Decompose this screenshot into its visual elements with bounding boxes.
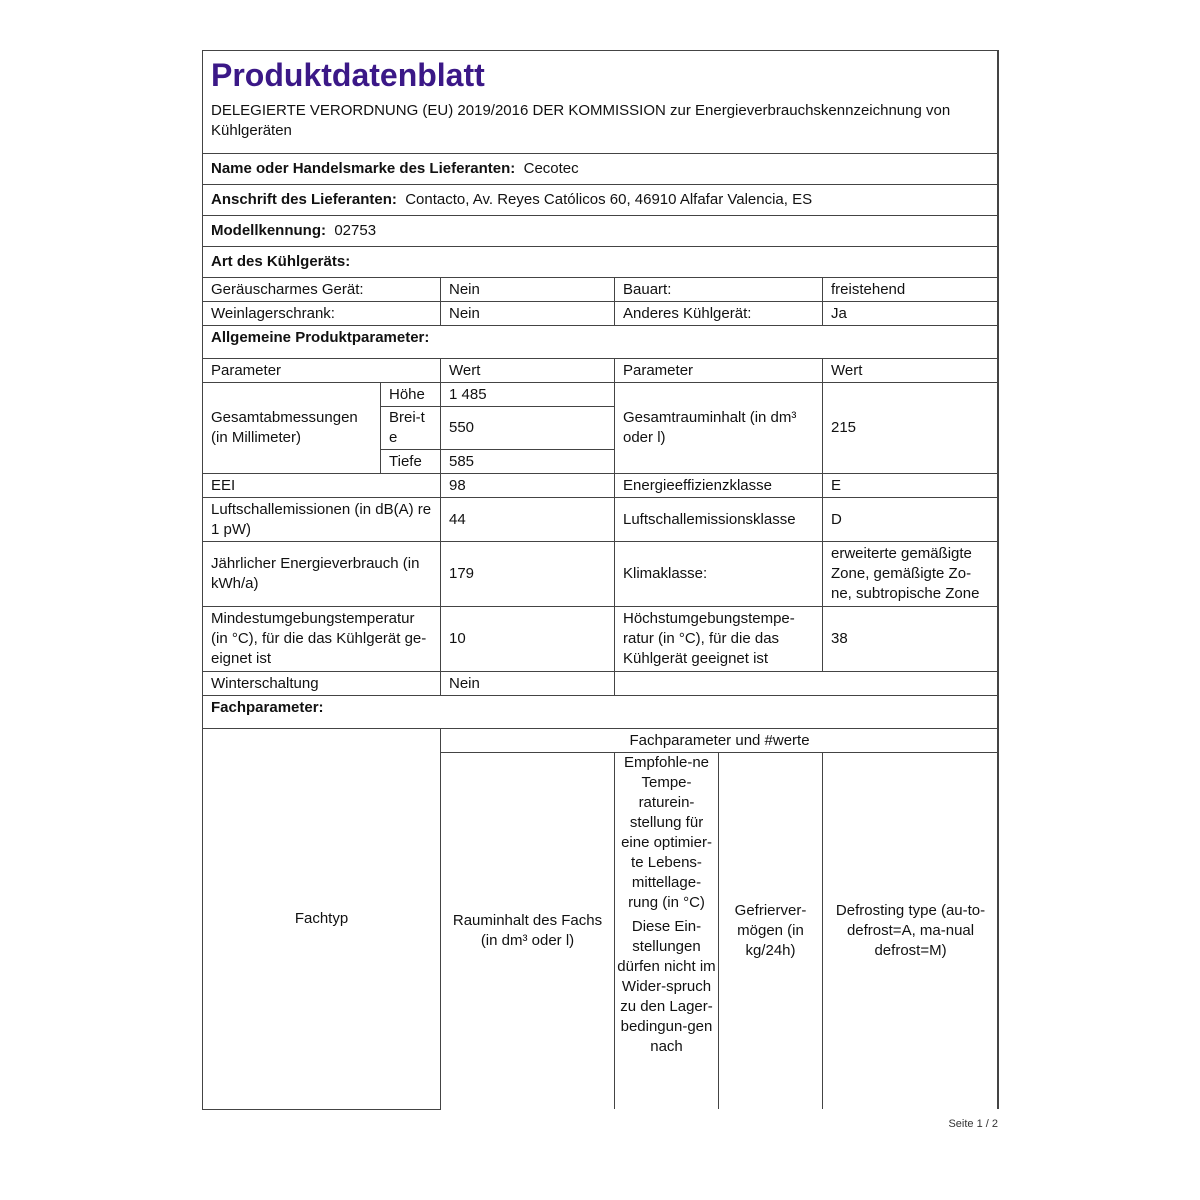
model-row <box>203 216 999 247</box>
energy-value: 179 <box>441 542 615 607</box>
low-noise-value: Nein <box>441 278 615 302</box>
min-temp-label: Mindestumgebungstemperatur (in °C), für die das Kühlgerät ge-eignet ist <box>203 607 441 672</box>
energy-label: Jährlicher Energieverbrauch (in kWh/a) <box>203 542 441 607</box>
other-label: Anderes Kühlgerät: <box>615 302 823 326</box>
supplier-name-label: Name oder Handelsmarke des Lieferanten: <box>211 160 516 177</box>
supplier-name-row <box>203 154 999 185</box>
volume-header: Rauminhalt des Fachs (in dm³ oder l) <box>441 753 615 1110</box>
width-label: Brei-te <box>381 407 441 450</box>
energy-class-value: E <box>823 474 999 498</box>
type-heading: Art des Kühlgeräts: <box>203 247 999 278</box>
regulation-subtitle: DELEGIERTE VERORDNUNG (EU) 2019/2016 DER KOMMISSION zur Energieverbrauchskennzeichnung von Kühlgeräten <box>211 102 951 139</box>
freeze-header: Gefrierver-mögen (in kg/24h) <box>719 753 823 1110</box>
temp-header-part-1: Empfohle-ne Tempe-raturein-stellung für eine optimier-te Lebens-mittellage-rung (in °C) <box>621 754 712 911</box>
temp-header-part-2: Diese Ein-stellungen dürfen nicht im Wider-spruch zu den Lager-bedingun-gen nach <box>617 918 716 1055</box>
compartment-heading: Fachparameter: <box>203 696 999 729</box>
other-value: Ja <box>823 302 999 326</box>
col-param-right: Parameter <box>615 359 823 383</box>
depth-label: Tiefe <box>381 450 441 474</box>
page-number: Seite 1 / 2 <box>948 1118 998 1130</box>
noise-class-value: D <box>823 498 999 542</box>
height-label: Höhe <box>381 383 441 407</box>
col-param-left: Parameter <box>203 359 441 383</box>
volume-label: Gesamtrauminhalt (in dm³ oder l) <box>615 383 823 474</box>
col-value-right: Wert <box>823 359 999 383</box>
model-value: 02753 <box>334 222 377 239</box>
page-title: Produktdatenblatt <box>211 57 485 93</box>
defrost-header: Defrosting type (au-to-defrost=A, ma-nual defrost=M) <box>823 753 999 1110</box>
eei-value: 98 <box>441 474 615 498</box>
datasheet-table <box>202 50 999 1110</box>
supplier-address-row <box>203 185 999 216</box>
model-label: Modellkennung: <box>211 222 326 239</box>
design-value: freistehend <box>823 278 999 302</box>
low-noise-label: Geräuscharmes Gerät: <box>203 278 441 302</box>
volume-value: 215 <box>823 383 999 474</box>
col-value-left: Wert <box>441 359 615 383</box>
supplier-name-value: Cecotec <box>523 160 579 177</box>
design-label: Bauart: <box>615 278 823 302</box>
max-temp-value: 38 <box>823 607 999 672</box>
winter-value: Nein <box>441 672 615 696</box>
noise-class-label: Luftschallemissionsklasse <box>615 498 823 542</box>
noise-label: Luftschallemissionen (in dB(A) re 1 pW) <box>203 498 441 542</box>
temp-header <box>615 753 719 1110</box>
subtitle-cell <box>203 99 999 154</box>
height-value: 1 485 <box>441 383 615 407</box>
datasheet <box>202 50 998 1108</box>
fachtyp-header: Fachtyp <box>203 729 441 1110</box>
wine-value: Nein <box>441 302 615 326</box>
climate-label: Klimaklasse: <box>615 542 823 607</box>
noise-value: 44 <box>441 498 615 542</box>
supplier-address-value: Contacto, Av. Reyes Católicos 60, 46910 Alfafar Valencia, ES <box>405 191 813 208</box>
depth-value: 585 <box>441 450 615 474</box>
compartment-group-header: Fachparameter und #werte <box>441 729 999 753</box>
general-heading: Allgemeine Produktparameter: <box>203 326 999 359</box>
winter-label: Winterschaltung <box>203 672 441 696</box>
energy-class-label: Energieeffizienzklasse <box>615 474 823 498</box>
winter-empty-cell <box>615 672 999 696</box>
wine-label: Weinlagerschrank: <box>203 302 441 326</box>
climate-value: erweiterte gemäßigte Zone, gemäßigte Zo-ne, subtropische Zone <box>823 542 999 607</box>
dims-label: Gesamtabmessungen (in Millimeter) <box>203 383 381 474</box>
title-cell <box>203 51 999 100</box>
max-temp-label: Höchstumgebungstempe-ratur (in °C), für die das Kühlgerät geeignet ist <box>615 607 823 672</box>
width-value: 550 <box>441 407 615 450</box>
min-temp-value: 10 <box>441 607 615 672</box>
supplier-address-label: Anschrift des Lieferanten: <box>211 191 397 208</box>
eei-label: EEI <box>203 474 441 498</box>
